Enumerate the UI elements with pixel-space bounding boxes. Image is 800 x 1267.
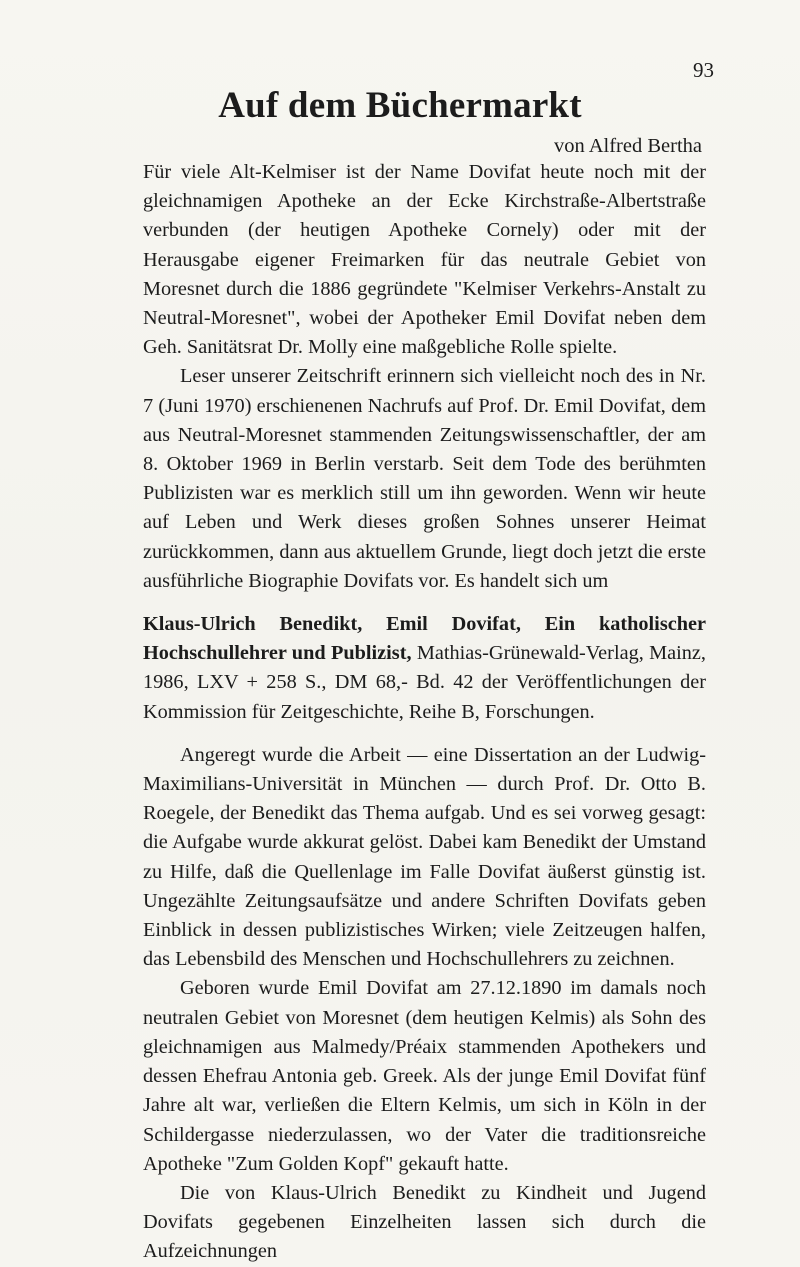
paragraph-3: Angeregt wurde die Arbeit — eine Dissertation an der Ludwig-Maximilians-Universität in München — durch Prof. Dr. Otto B. Roegele, der Benedikt das Thema aufgab. Und es sei vorweg gesagt: die Aufgabe wurde akkurat gelöst. Dabei kam Benedikt der Umstand zu Hilfe, daß die Quellenlage im Falle Dovifat äußerst günstig ist. Ungezählte Zeitungsaufsätze und andere Schriften Dovifats geben Einblick in dessen publizistisches Wirken; viele Zeitzeugen halfen, das Lebensbild des Menschen und Hochschullehrers zu zeichnen. <box>143 743 706 971</box>
author-byline: von Alfred Bertha <box>553 135 702 157</box>
paragraph-1: Für viele Alt-Kelmiser ist der Name Dovifat heute noch mit der gleichnamigen Apotheke an der Ecke Kirchstraße-Albertstraße verbunden (der heutigen Apotheke Cornely) oder mit der Herausgabe eigener Freimarken für das neutrale Gebiet von Moresnet durch die 1886 gegründete "Kelmiser Verkehrs-Anstalt zu Neutral-Moresnet", wobei der Apotheker Emil Dovifat neben dem Geh. Sanitätsrat Dr. Molly eine maßgebliche Rolle spielte. <box>143 161 706 359</box>
page-number: 93 <box>693 58 714 82</box>
article-body <box>143 158 706 1267</box>
paragraph-2: Leser unserer Zeitschrift erinnern sich vielleicht noch des in Nr. 7 (Juni 1970) erschienenen Nachrufs auf Prof. Dr. Emil Dovifat, dem aus Neutral-Moresnet stammenden Zeitungswissenschaftler, der am 8. Oktober 1969 in Berlin verstarb. Seit dem Tode des berühmten Publizisten war es merklich still um ihn geworden. Wenn wir heute auf Leben und Werk dieses großen Sohnes unserer Heimat zurückkommen, dann aus aktuellem Grunde, liegt doch jetzt die erste ausführliche Biographie Dovifats vor. Es handelt sich um <box>143 365 706 592</box>
paragraph-5: Die von Klaus-Ulrich Benedikt zu Kindheit und Jugend Dovifats gegebenen Einzelheiten lassen sich durch die Aufzeichnungen <box>143 1181 706 1263</box>
citation-author-title: Klaus-Ulrich Benedikt, Emil Dovifat, Ein katholischer Hochschullehrer und Publizist, <box>143 613 706 665</box>
page-title: Auf dem Büchermarkt <box>218 85 582 126</box>
book-citation <box>143 610 706 727</box>
paragraph-4: Geboren wurde Emil Dovifat am 27.12.1890 im damals noch neutralen Gebiet von Moresnet (dem heutigen Kelmis) als Sohn des gleichnamigen aus Malmedy/Préaix stammenden Apothekers und dessen Ehefrau Antonia geb. Greek. Als der junge Emil Dovifat fünf Jahre alt war, verließen die Eltern Kelmis, um sich in Köln in der Schildergasse niederzulassen, wo der Vater die traditionsreiche Apotheke "Zum Golden Kopf" gekauft hatte. <box>143 977 706 1175</box>
citation-publisher-details: Mathias-Grünewald-Verlag, Mainz, 1986, LXV + 258 S., DM 68,- Bd. 42 der Veröffentlichungen der Kommission für Zeitgeschichte, Reihe B, Forschungen. <box>143 642 706 723</box>
